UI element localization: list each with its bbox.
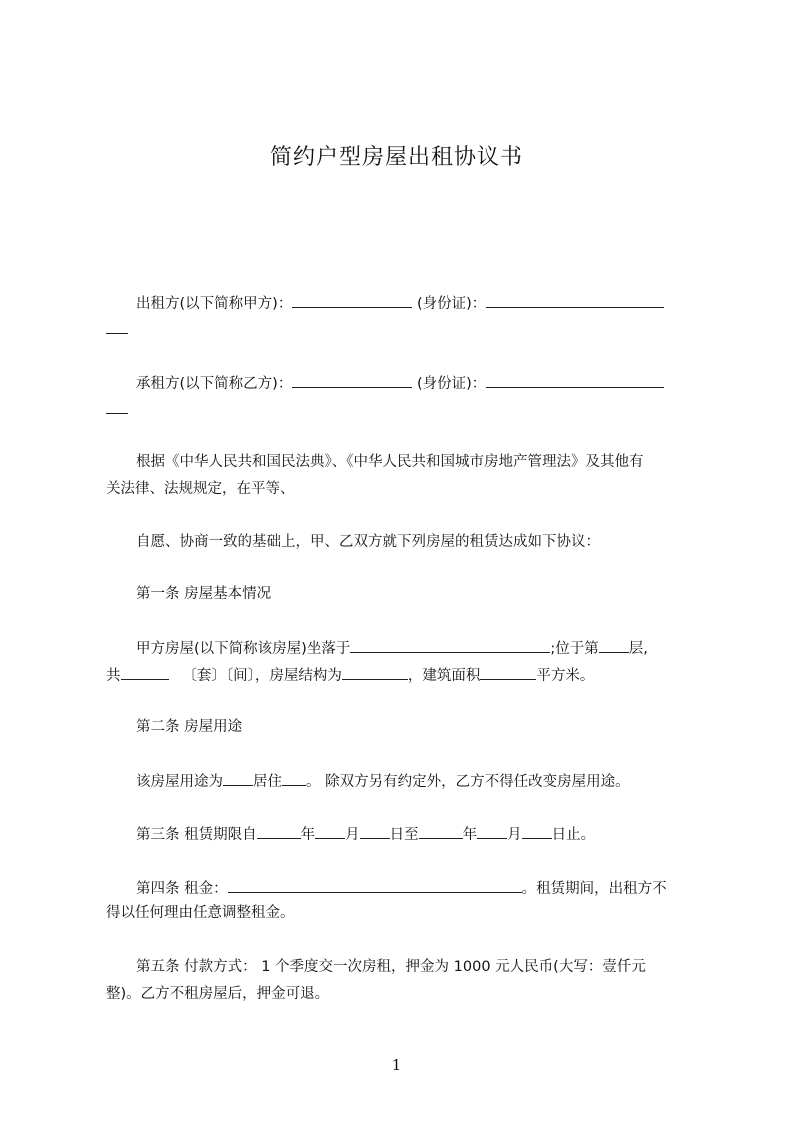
article-1-line-1 xyxy=(136,637,648,659)
start-year-blank[interactable] xyxy=(257,823,301,839)
start-month-label: 月 xyxy=(345,827,360,843)
lessee-id-blank[interactable] xyxy=(486,372,664,388)
lessor-id-blank-cont[interactable] xyxy=(106,318,128,334)
lessee-id-continuation xyxy=(106,398,128,420)
lessee-id-label: (身份证)： xyxy=(416,376,487,392)
preamble-line-2: 关法律、法规规定，在平等、 xyxy=(106,481,295,497)
article-1-area-unit: 平方米。 xyxy=(536,668,595,684)
article-5-line-2: 整)。乙方不租房屋后，押金可退。 xyxy=(106,986,330,1002)
article-2-line xyxy=(136,770,630,792)
document-title: 简约户型房屋出租协议书 xyxy=(269,145,523,170)
article-1-total-label: 共 xyxy=(106,668,121,684)
lessor-id-continuation xyxy=(106,318,128,340)
usage-restriction: 。 除双方另有约定外，乙方不得任改变房屋用途。 xyxy=(306,774,630,790)
lessor-id-label: (身份证)： xyxy=(416,296,487,312)
preamble-line-1: 根据《中华人民共和国民法典》、《中华人民共和国城市房地产管理法》及其他有 xyxy=(136,454,644,470)
end-year-blank[interactable] xyxy=(419,823,463,839)
article-2-heading: 第二条 房屋用途 xyxy=(136,719,243,735)
end-month-label: 月 xyxy=(507,827,522,843)
total-blank[interactable] xyxy=(121,664,169,680)
article-4-line-1 xyxy=(136,877,667,899)
start-year-label: 年 xyxy=(300,827,316,843)
usage-value: 居住 xyxy=(253,774,282,790)
start-day-blank[interactable] xyxy=(360,823,390,839)
end-month-blank[interactable] xyxy=(477,823,507,839)
page-number: 1 xyxy=(391,1056,402,1074)
lessee-label: 承租方(以下简称乙方)： xyxy=(136,376,293,392)
article-4-line-2: 得以任何理由任意调整租金。 xyxy=(106,905,295,921)
end-day-label: 日止。 xyxy=(551,827,596,843)
structure-blank[interactable] xyxy=(342,664,408,680)
rent-note: 。租赁期间，出租方不 xyxy=(521,881,667,897)
article-1-location-label: 甲方房屋(以下简称该房屋)坐落于 xyxy=(136,641,351,657)
article-3-line xyxy=(136,823,595,845)
floor-blank[interactable] xyxy=(599,637,629,653)
lessor-id-blank[interactable] xyxy=(486,292,664,308)
lessee-id-blank-cont[interactable] xyxy=(106,398,128,414)
rent-label: 第四条 租金： xyxy=(136,881,228,897)
article-1-structure-label: 〔套〕〔间〕，房屋结构为 xyxy=(182,668,342,684)
usage-label: 该房屋用途为 xyxy=(136,774,223,790)
lessor-label: 出租方(以下简称甲方)： xyxy=(136,296,293,312)
end-day-blank[interactable] xyxy=(522,823,552,839)
lessor-line xyxy=(136,292,664,314)
article-1-heading: 第一条 房屋基本情况 xyxy=(136,586,272,602)
preamble-line-3: 自愿、协商一致的基础上，甲、乙双方就下列房屋的租赁达成如下协议： xyxy=(136,534,600,550)
start-day-label: 日至 xyxy=(389,827,419,843)
lessee-line xyxy=(136,372,664,394)
article-5-line-1: 第五条 付款方式： 1 个季度交一次房租，押金为 1000 元人民币(大写：壹仟元 xyxy=(136,959,646,975)
article-1-area-label: ，建筑面积 xyxy=(407,668,481,684)
term-label: 第三条 租赁期限自 xyxy=(136,827,257,843)
article-1-line-2 xyxy=(106,664,594,686)
usage-blank-after[interactable] xyxy=(282,770,306,786)
usage-blank-before[interactable] xyxy=(223,770,253,786)
location-blank[interactable] xyxy=(350,637,550,653)
start-month-blank[interactable] xyxy=(315,823,345,839)
lessor-name-blank[interactable] xyxy=(292,292,412,308)
end-year-label: 年 xyxy=(462,827,478,843)
article-1-floor-suffix: 层, xyxy=(628,641,648,657)
lessee-name-blank[interactable] xyxy=(292,372,412,388)
article-1-floor-label: ;位于第 xyxy=(550,641,599,657)
rent-blank[interactable] xyxy=(228,877,522,893)
area-blank[interactable] xyxy=(480,664,536,680)
